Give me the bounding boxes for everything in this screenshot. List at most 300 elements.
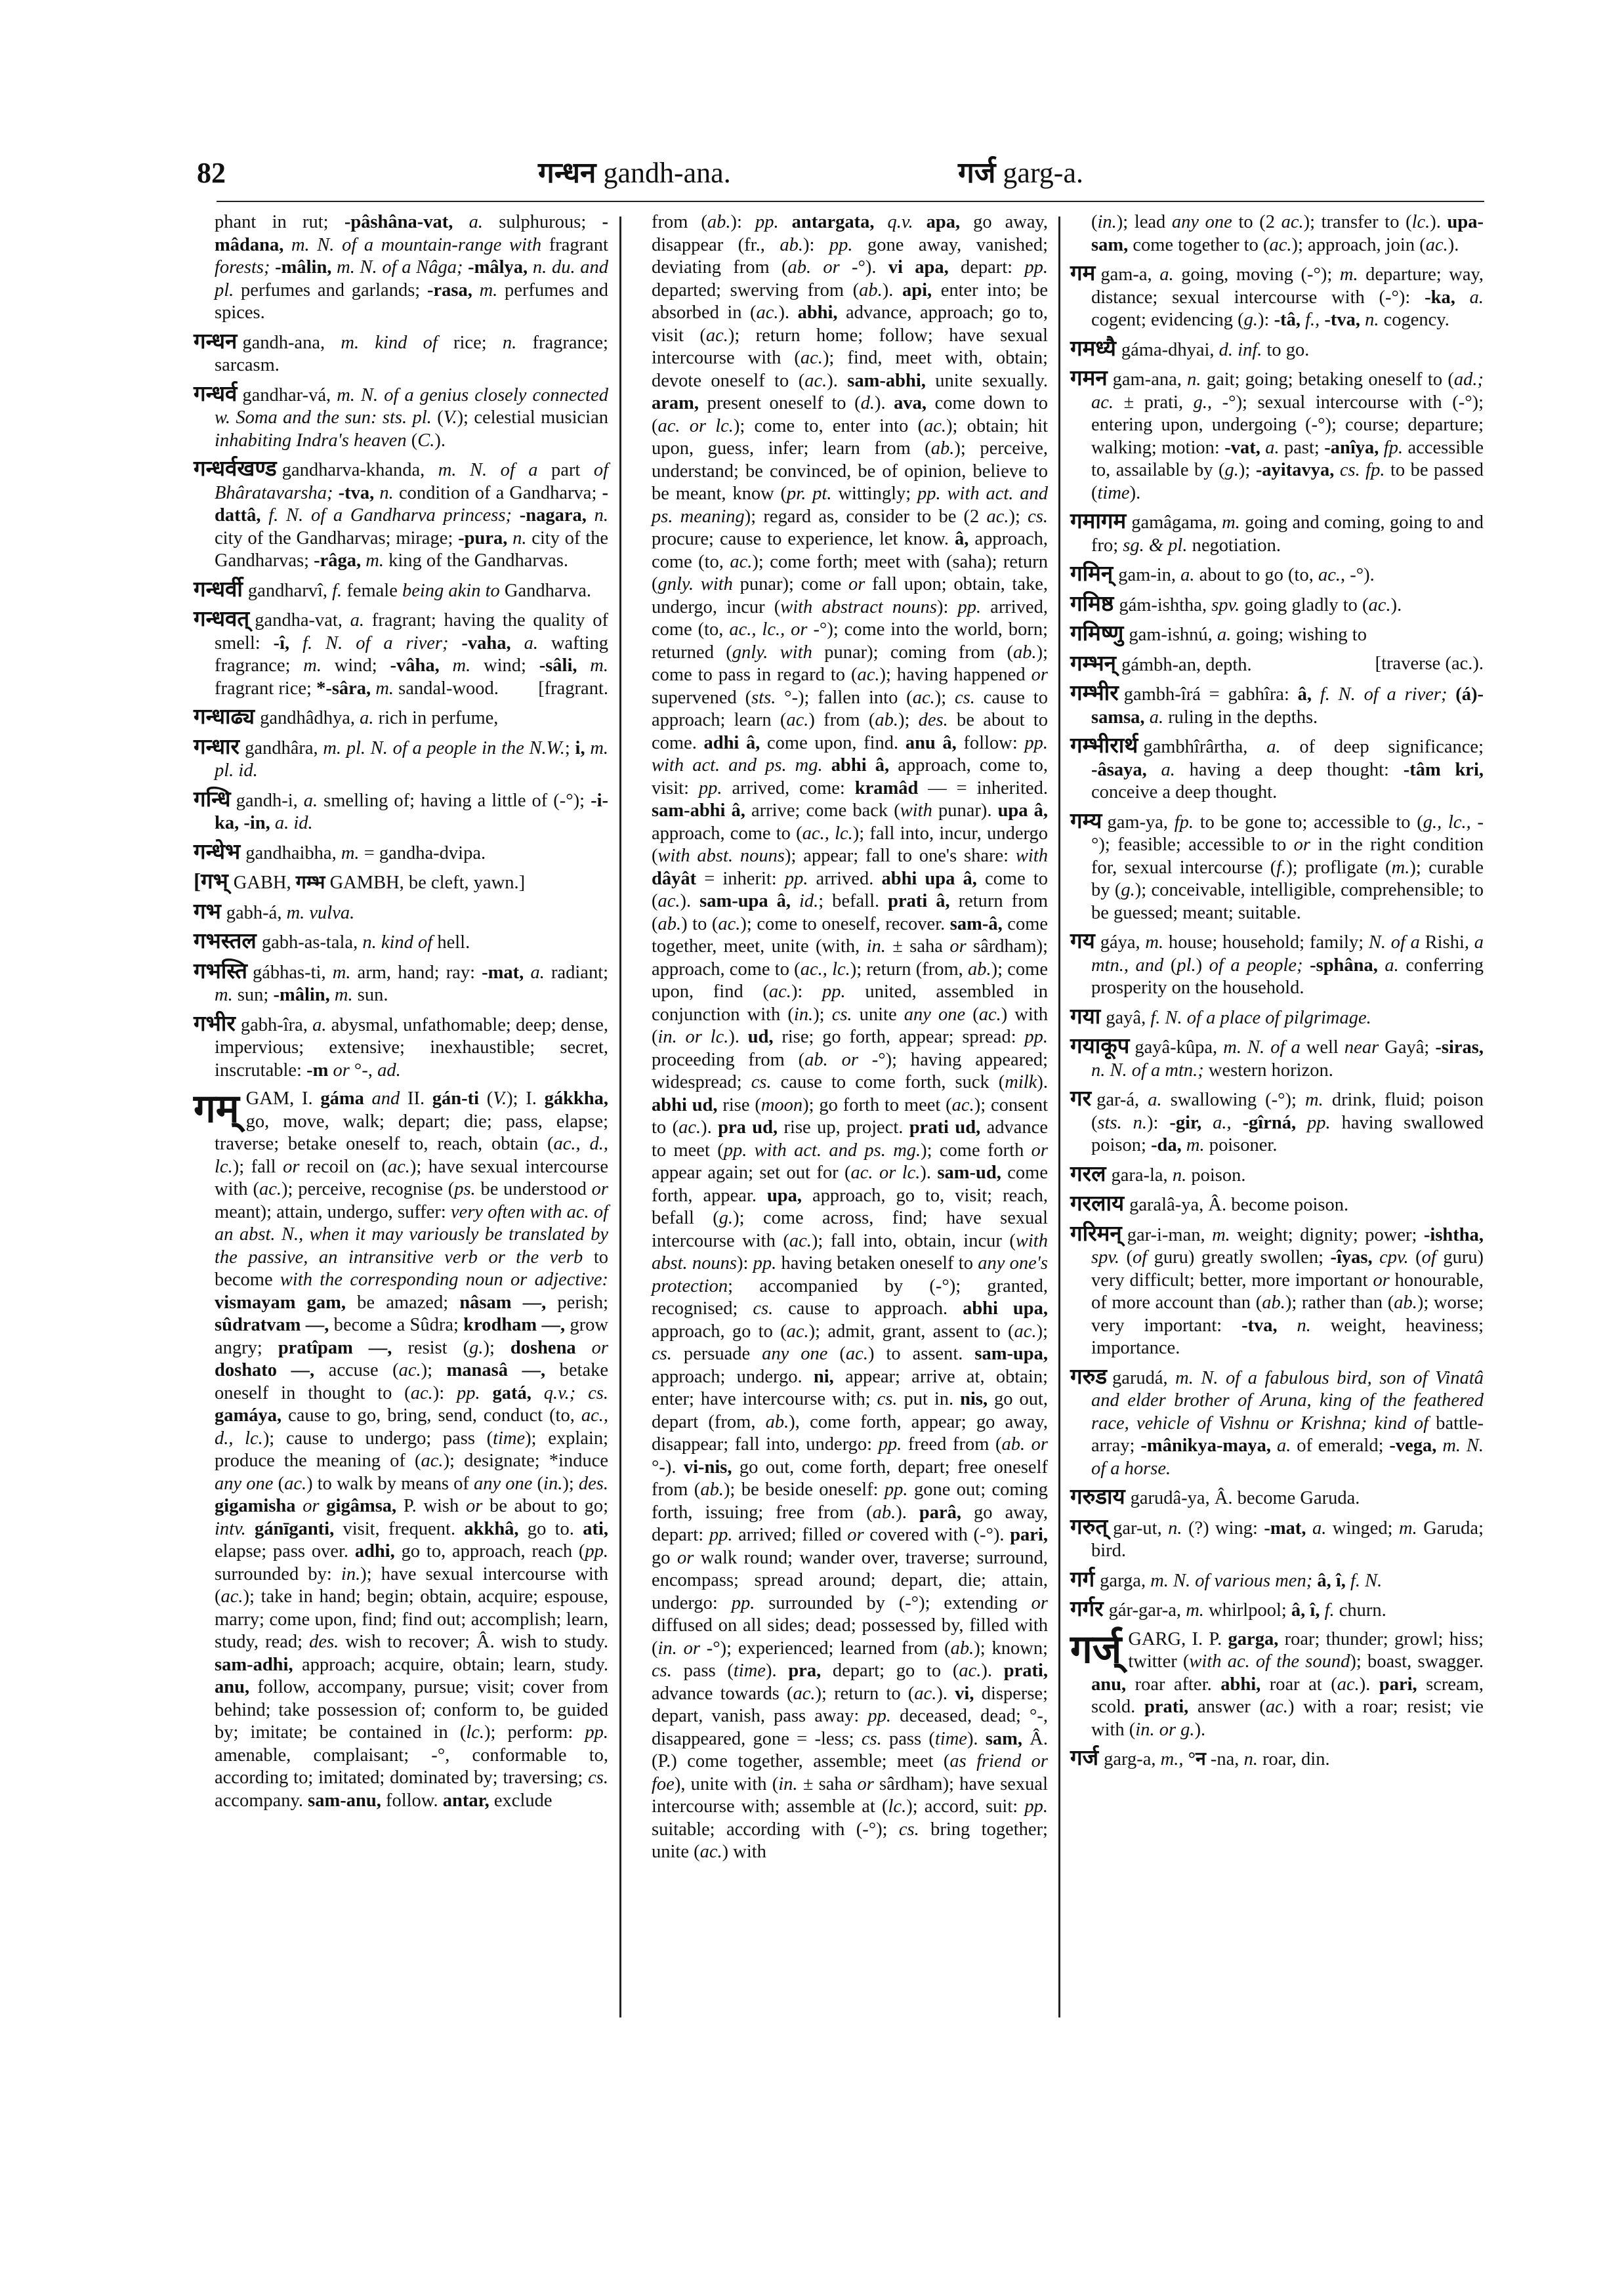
entry-text: deceased, dead; °-, disappeared, gone = -less; <box>652 1706 1049 1749</box>
italic-gloss: with abstract nouns <box>780 596 937 617</box>
italic-gloss: in. <box>778 1773 803 1794</box>
dictionary-entry <box>1070 930 1484 1000</box>
entry-text: gandh-i, <box>236 790 304 811</box>
carried-over-word: [traverse (ac.). <box>1375 653 1484 674</box>
entry-text: fragrant rice; <box>215 678 317 699</box>
bold-term: adhi, <box>354 1541 402 1561</box>
bold-term: akkhâ, <box>464 1518 528 1539</box>
dictionary-entry <box>1070 1006 1484 1030</box>
dictionary-entry <box>1070 810 1484 925</box>
italic-gloss: a. <box>1148 1090 1171 1110</box>
entry-text: about to go (to, <box>1199 565 1318 585</box>
italic-gloss: intv. <box>215 1518 255 1539</box>
entry-text: advance towards ( <box>652 1683 793 1704</box>
dictionary-entry <box>1070 338 1484 362</box>
italic-gloss: in. <box>866 936 893 957</box>
bold-term: apa, <box>926 212 974 232</box>
bold-term: sam, <box>985 1728 1030 1749</box>
italic-gloss: pp. with act. and ps. mg. <box>723 1140 921 1161</box>
entry-text: part <box>551 460 594 480</box>
italic-gloss: g. <box>1224 460 1239 480</box>
entry-text: ); come to oneself, recover. <box>740 913 950 934</box>
headword-devanagari: गम <box>1070 262 1096 285</box>
dictionary-entry <box>1070 1598 1484 1623</box>
entry-text: female <box>346 580 402 601</box>
dictionary-entry <box>1070 1223 1484 1360</box>
entry-text: wind; <box>483 655 539 676</box>
italic-gloss: ad. <box>377 1060 401 1081</box>
bold-term: *-sâra, <box>316 678 376 699</box>
entry-text: gandharva-khanda, <box>281 460 438 480</box>
entry-text: rise ( <box>722 1094 761 1115</box>
italic-gloss: ac. <box>986 506 1009 527</box>
entry-text: to be gone to; accessible to ( <box>1199 812 1423 833</box>
italic-gloss: pp. with act. and ps. meaning <box>652 484 1049 527</box>
entry-text: accuse ( <box>328 1360 399 1380</box>
entry-text: be amazed; <box>357 1292 460 1313</box>
italic-gloss: time <box>493 1428 526 1449</box>
italic-gloss: or <box>465 1496 490 1516</box>
headword-devanagari: गय <box>1070 930 1095 953</box>
entry-text: having swallowed poison; <box>1091 1112 1484 1155</box>
bold-term: (á)-samsa, <box>1091 684 1484 728</box>
entry-text: go to. <box>527 1518 583 1539</box>
entry-text: garudâ-ya, Â. become Garuda. <box>1130 1488 1360 1508</box>
italic-gloss: , a mtn., and <box>1091 932 1484 976</box>
italic-gloss: m. N. of a mountain-range with <box>291 234 549 255</box>
italic-gloss: a., <box>1213 1112 1243 1133</box>
entry-text: ); come to, enter into ( <box>733 415 924 436</box>
carried-over-word: [fragrant. <box>538 678 608 699</box>
bold-term: abhi, <box>1220 1674 1270 1695</box>
entry-text: ); find, meet with, obtain; devote oneself to ( <box>652 348 1048 391</box>
bold-term: prati, <box>1144 1697 1197 1717</box>
entry-text: -°); come into the world, born; returned ( <box>652 619 1048 663</box>
italic-gloss: m. pl. N. of a people in the N.W. <box>323 737 565 758</box>
italic-gloss: m. <box>1339 264 1366 285</box>
italic-gloss: ac. or lc. <box>850 1163 921 1183</box>
entry-text: ( <box>486 1088 493 1109</box>
entry-text: meant); attain, undergo, suffer: <box>215 1201 451 1222</box>
italic-gloss: of <box>1421 1247 1444 1268</box>
entry-text: ). <box>680 891 700 911</box>
bold-term: -nagara, <box>519 505 594 526</box>
entry-text: ± saha <box>802 1773 858 1794</box>
bold-term: -tva, <box>1324 310 1365 330</box>
entry-text: sun. <box>357 985 388 1005</box>
entry-text: gam-ana, <box>1112 369 1188 390</box>
italic-gloss: or <box>591 1179 608 1199</box>
italic-gloss: n. <box>502 332 533 353</box>
headword-devanagari: गन्धर्व <box>194 382 238 406</box>
bold-term: -mânikya-maya, <box>1140 1436 1277 1456</box>
italic-gloss: m. <box>1305 1090 1332 1110</box>
entry-text: ) to ( <box>681 913 718 934</box>
italic-gloss: ac. <box>786 710 809 730</box>
entry-text: ); admit, grant, assent to ( <box>808 1321 1014 1342</box>
bold-term: anu, <box>215 1677 258 1697</box>
dictionary-entry <box>1070 653 1484 677</box>
italic-gloss: ps. <box>454 1179 481 1199</box>
bold-term: sûdratvam —, <box>215 1315 334 1335</box>
headword-devanagari: गर <box>1070 1087 1092 1111</box>
entry-text: well <box>1306 1037 1344 1058</box>
italic-gloss: time <box>1097 482 1130 503</box>
italic-gloss: d. <box>860 393 875 413</box>
entry-text: put in. <box>904 1389 961 1409</box>
entry-text: suitable; according with (-°); <box>652 1819 899 1840</box>
entry-text: house; household; family; <box>1168 932 1369 953</box>
italic-gloss: cs. <box>877 1389 904 1409</box>
entry-text: pass ( <box>683 1661 734 1681</box>
dictionary-entry <box>1070 593 1484 617</box>
headword-devanagari: गया <box>1070 1004 1101 1029</box>
entry-text: gandha-vat, <box>255 610 350 631</box>
bold-term: -râga, <box>314 550 366 571</box>
entry-text: gar-ut, <box>1113 1518 1169 1539</box>
headword-devanagari: गमागम <box>1070 510 1127 533</box>
italic-gloss: m. <box>215 985 238 1005</box>
entry-text: GARG, I. P. <box>1128 1628 1228 1649</box>
italic-gloss: with ac. of the sound <box>1189 1651 1350 1672</box>
italic-gloss: or <box>591 1337 609 1358</box>
entry-text: ): <box>791 982 823 1002</box>
italic-gloss: with the corresponding noun or adjective: <box>280 1270 608 1290</box>
italic-gloss: pp. with act. and ps. mg. <box>652 732 1049 775</box>
dictionary-entry <box>1070 682 1484 729</box>
italic-gloss: ac. <box>978 1004 1001 1025</box>
entry-text: °न <box>1188 1749 1211 1769</box>
italic-gloss: time <box>733 1661 766 1681</box>
italic-gloss: any one <box>473 1473 537 1494</box>
entry-text: गम्भ <box>295 873 330 893</box>
italic-gloss: any one <box>762 1344 840 1364</box>
bold-term: pratîpam —, <box>278 1337 408 1358</box>
bold-term: sam-upa, <box>974 1344 1049 1364</box>
bold-term: abhi, <box>797 302 846 323</box>
bold-term: â, <box>1297 684 1320 705</box>
entry-text: ); boast, swagger. <box>1350 1651 1484 1672</box>
entry-text: going and coming, going to and fro; <box>1091 512 1484 556</box>
dictionary-entry <box>194 331 608 377</box>
dictionary-entry <box>194 871 608 895</box>
entry-text: approach; undergo. <box>652 1366 814 1387</box>
entry-text: cause to approach; learn ( <box>652 687 1048 730</box>
italic-gloss: sts. n. <box>1097 1112 1148 1133</box>
entry-text: ); perform: <box>484 1722 585 1743</box>
italic-gloss: n. <box>1172 1165 1192 1186</box>
headword-devanagari: गभस्ति <box>194 959 247 983</box>
entry-text: GAMBH, be cleft, yawn.] <box>329 873 526 893</box>
italic-gloss: pp. <box>709 1525 739 1545</box>
entry-text: having a deep thought: <box>1189 759 1404 780</box>
italic-gloss: ab. <box>859 279 883 300</box>
entry-text: battle-array; <box>1091 1413 1484 1456</box>
italic-gloss: des. <box>309 1632 346 1652</box>
italic-gloss: ac., d., lc. <box>215 1134 609 1177</box>
entry-text: ). <box>874 393 894 413</box>
headword-devanagari: गभीर <box>194 1012 236 1036</box>
entry-text: cause to go, bring, send, conduct (to, <box>288 1405 581 1426</box>
bold-term: -mâlin, <box>275 257 337 278</box>
bold-term: -anîya, <box>1324 437 1384 458</box>
bold-term: gákkha, <box>544 1088 608 1109</box>
italic-gloss: q.v. <box>887 212 927 232</box>
entry-text: fall upon; obtain, take, undergo, incur ( <box>652 574 1048 617</box>
dictionary-entry <box>1070 735 1484 804</box>
entry-text: ); <box>1009 506 1028 527</box>
entry-text: enter into; be absorbed in ( <box>652 279 1048 323</box>
italic-gloss: m. N. of a horse. <box>1091 1436 1484 1479</box>
bold-term: gán-ti <box>432 1088 487 1109</box>
dictionary-entry <box>194 789 608 835</box>
entry-text: (?) wing: <box>1188 1518 1264 1539</box>
italic-gloss: pp. <box>753 1253 781 1273</box>
headword-devanagari: गन्धार <box>194 735 240 759</box>
entry-text: be about to go; <box>489 1496 608 1516</box>
entry-text: past; <box>1284 437 1325 458</box>
italic-gloss: ab. or <box>1001 1434 1048 1455</box>
bold-term: abhi upa, <box>963 1298 1048 1319</box>
entry-text: ): <box>1147 1112 1170 1133</box>
entry-text: gam-ishnú, <box>1129 625 1217 645</box>
italic-gloss: or <box>333 1060 354 1081</box>
entry-text: ); explain; produce the meaning of ( <box>215 1428 608 1471</box>
entry-text: departed; swerving from ( <box>652 279 860 300</box>
headword-devanagari: गन्धाढ्य <box>194 705 255 729</box>
italic-gloss: f. <box>1324 1600 1339 1621</box>
italic-gloss: ac. <box>1318 565 1341 585</box>
entry-text: ); <box>813 1004 832 1025</box>
entry-text: gandharvî, <box>247 580 333 601</box>
italic-gloss: ac. <box>657 891 680 911</box>
entry-text: ); approach, join ( <box>1291 234 1426 255</box>
italic-gloss: ac. <box>730 551 753 572</box>
entry-text: pass ( <box>889 1728 935 1749</box>
dictionary-entry <box>194 706 608 730</box>
entry-text: proceeding from ( <box>652 1049 805 1070</box>
entry-text: roar at ( <box>1269 1674 1337 1695</box>
entry-text: ): <box>802 234 829 255</box>
entry-text: swallowing (-°); <box>1170 1090 1306 1110</box>
italic-gloss: ac. <box>1265 1697 1288 1717</box>
entry-text: gam-a, <box>1100 264 1160 285</box>
italic-gloss: as friend or foe <box>652 1751 1049 1794</box>
bold-term: anu â, <box>905 732 964 753</box>
entry-text: sârdham); have sexual intercourse with; assemble at ( <box>652 1773 1049 1817</box>
entry-text: = gandha-dvipa. <box>364 842 486 863</box>
entry-text: gáya, <box>1100 932 1146 953</box>
dictionary-entry <box>1070 1486 1484 1510</box>
italic-gloss: ac. <box>705 325 728 346</box>
italic-gloss: m. <box>590 655 608 676</box>
entry-text: ( <box>1170 955 1177 976</box>
italic-gloss: m. <box>452 655 484 676</box>
italic-gloss: sts. <box>751 687 785 708</box>
headword-devanagari: गमिन् <box>1070 562 1114 586</box>
entry-text: grow angry; <box>215 1315 608 1358</box>
entry-text: ; <box>564 737 575 758</box>
italic-gloss: ac. <box>793 1683 816 1704</box>
italic-gloss: lc. <box>1411 212 1430 232</box>
dictionary-entry <box>1070 367 1484 505</box>
entry-text: ); fall <box>232 1156 283 1177</box>
entry-text: ); designate; *induce <box>443 1451 609 1471</box>
bold-term: dâyât <box>652 868 705 889</box>
entry-text: ); curable by ( <box>1091 857 1484 900</box>
italic-gloss: ac. <box>845 1344 868 1364</box>
left-guide-word <box>538 156 731 190</box>
entry-text: ), come forth, appear; go away, disappear; fall into, undergo: <box>652 1411 1049 1455</box>
left-guide-transliteration: gandh-ana. <box>603 157 731 189</box>
entry-text: conceive a deep thought. <box>1091 782 1278 802</box>
entry-text: appear again; set out for ( <box>652 1163 851 1183</box>
italic-gloss: ac. <box>1281 212 1304 232</box>
bold-term: ava, <box>894 393 935 413</box>
italic-gloss: or <box>949 936 974 957</box>
entry-text: to become <box>215 1247 608 1290</box>
italic-gloss: ac. <box>387 1156 410 1177</box>
italic-gloss: in. or lc. <box>657 1027 729 1047</box>
entry-text: persuade <box>683 1344 762 1364</box>
italic-gloss: ac. <box>259 1179 282 1199</box>
entry-text: exclude <box>493 1790 552 1811</box>
bold-term: -pâshâna-vat, <box>344 212 469 232</box>
bold-term: abhi ud, <box>652 1094 723 1115</box>
entry-text: rich in perfume, <box>378 708 499 728</box>
entry-text: wind; <box>334 655 390 676</box>
italic-gloss: in. <box>1097 212 1117 232</box>
italic-gloss: a. <box>1385 955 1406 976</box>
entry-text: gar-i-man, <box>1127 1224 1213 1245</box>
entry-text: ( <box>1126 1247 1133 1268</box>
entry-text: arrived; filled <box>738 1525 848 1545</box>
headword-devanagari: गरल <box>1070 1162 1106 1186</box>
entry-text: GABH, <box>233 873 296 893</box>
entry-text: ( <box>1415 1247 1422 1268</box>
bold-term: gigâmsa, <box>326 1496 404 1516</box>
entry-text: ); perceive, understand; be convinced, be of opinion, believe to be meant, know ( <box>652 438 1048 504</box>
entry-text: ). <box>936 1683 955 1704</box>
entry-text: ); known; <box>974 1638 1048 1659</box>
dictionary-entry <box>1070 1747 1484 1771</box>
italic-gloss: g. <box>718 1208 734 1228</box>
entry-text: gam-ya, <box>1107 812 1175 833</box>
bold-term: gáma <box>320 1088 372 1109</box>
entry-text: ); profligate ( <box>1286 857 1392 878</box>
entry-text: ). <box>728 1027 748 1047</box>
italic-gloss: m. <box>365 550 389 571</box>
italic-gloss: ac. <box>1269 234 1292 255</box>
italic-gloss: cs. <box>588 1768 608 1788</box>
entry-text: from ( <box>652 212 707 232</box>
entry-text: gabh-á, <box>226 902 287 923</box>
dictionary-entry <box>1070 1569 1484 1593</box>
entry-text: condition of a Gandharva; <box>398 482 602 503</box>
italic-gloss: pp. <box>1307 1112 1342 1133</box>
entry-text: perish; <box>557 1292 608 1313</box>
dictionary-entry <box>194 608 608 700</box>
entry-text: go, move, walk; depart; die; pass, elapse; traverse; betake oneself to, reach, obtain ( <box>215 1111 608 1154</box>
bold-term: -sâli, <box>539 655 591 676</box>
entry-text: ); <box>562 1473 579 1494</box>
italic-gloss: cs. <box>753 1298 789 1319</box>
bold-term: anu, <box>1091 1674 1135 1695</box>
headword-devanagari: गयाकूप <box>1070 1035 1130 1058</box>
entry-text: arm, hand; ray: <box>357 962 482 983</box>
entry-text: ) with ( <box>652 1004 1048 1047</box>
entry-text: ); having happened <box>879 665 1031 685</box>
entry-text: -°); feasible; accessible to <box>1091 812 1484 855</box>
bold-term: nâsam —, <box>459 1292 558 1313</box>
entry-text: ): <box>432 1382 457 1403</box>
italic-gloss: cs. fp. <box>1339 460 1390 480</box>
entry-text: to (2 <box>1238 212 1281 232</box>
italic-gloss: a. <box>1180 565 1199 585</box>
bold-term: -siras, <box>1435 1037 1484 1058</box>
italic-gloss: a. <box>524 632 551 653</box>
headword-devanagari: गन्धन <box>194 329 238 354</box>
italic-gloss: with abst. nouns <box>652 1230 1048 1273</box>
italic-gloss: g. <box>1193 392 1208 413</box>
bold-term: -î, <box>273 632 303 653</box>
bold-term: vi, <box>955 1683 982 1704</box>
entry-text: wittingly; <box>838 484 918 504</box>
entry-text: supervened ( <box>652 687 752 708</box>
entry-text: garalâ-ya, Â. become poison. <box>1129 1195 1349 1215</box>
entry-text: ); come upon, find ( <box>652 959 1048 1002</box>
headword-devanagari: गन्धि <box>194 787 231 812</box>
entry-text: ); consent to ( <box>652 1094 1048 1138</box>
italic-gloss: m. vulva. <box>286 902 355 923</box>
italic-gloss: ac. <box>1368 594 1391 615</box>
entry-text: ); I. <box>507 1088 545 1109</box>
italic-gloss: inhabiting Indra's heaven <box>215 430 411 451</box>
italic-gloss: a. id. <box>274 813 313 833</box>
italic-gloss: ac. <box>1014 1321 1037 1342</box>
headword-devanagari: गभस्तल <box>194 930 257 953</box>
entry-text: freed from ( <box>907 1434 1002 1455</box>
bold-term: gatá, <box>492 1382 544 1403</box>
headword-devanagari: गरुडाय <box>1070 1485 1125 1509</box>
entry-continuation <box>1070 211 1484 257</box>
bold-term: doshato —, <box>215 1360 329 1380</box>
entry-text: go <box>652 1547 677 1568</box>
italic-gloss: with <box>900 800 938 821</box>
entry-text: ); conceivable, intelligible, comprehensible; to be guessed; meant; suitable. <box>1091 880 1484 923</box>
bold-term: -vâha, <box>390 655 453 676</box>
italic-gloss: f. N. of a river; <box>1320 684 1456 705</box>
bold-term: gamáya, <box>215 1405 289 1426</box>
entry-text: whirlpool; <box>1209 1600 1291 1621</box>
entry-text: procure; cause to experience, let know. <box>652 529 955 549</box>
entry-text: cogency. <box>1383 310 1449 330</box>
entry-text: departure; way, distance; sexual intercourse with (-°): <box>1091 264 1484 308</box>
entry-text: ); regard as, consider to be (2 <box>744 506 987 527</box>
entry-text: come to ( <box>652 868 1049 911</box>
entry-text: ); come forth <box>921 1140 1031 1161</box>
entry-text: ). <box>1037 1072 1048 1092</box>
italic-gloss: a. <box>468 212 499 232</box>
italic-gloss: spv. <box>1211 594 1245 615</box>
left-guide-devanagari: गन्धन <box>538 157 596 189</box>
entry-text: °-). <box>652 1457 684 1478</box>
italic-gloss: pp. <box>878 1434 908 1455</box>
dictionary-entry <box>194 458 608 573</box>
italic-gloss: n. <box>379 482 399 503</box>
italic-gloss: pp. <box>822 982 865 1002</box>
bold-term: -ka, <box>1425 287 1470 308</box>
